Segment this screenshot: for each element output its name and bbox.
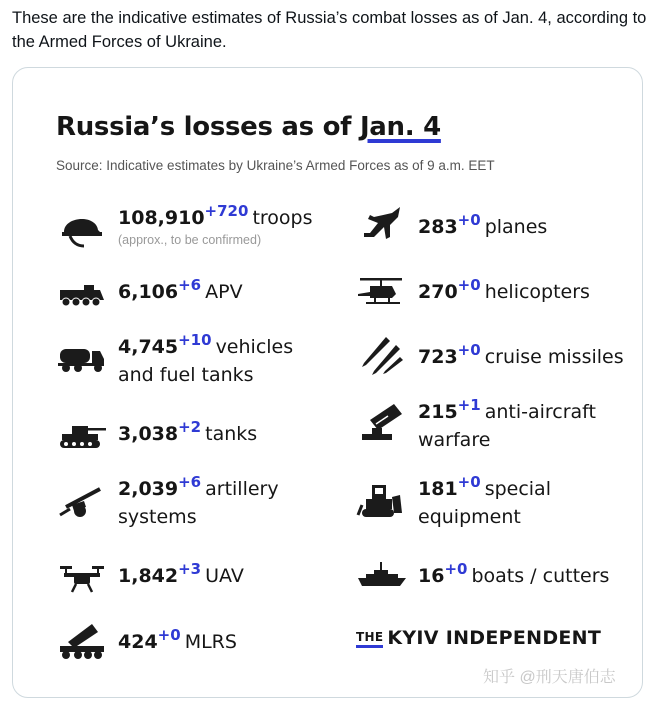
uav-label: UAV [205, 565, 244, 587]
source-note: Source: Indicative estimates by Ukraine’s Armed Forces as of 9 a.m. EET [56, 158, 495, 173]
card-title [56, 112, 441, 142]
tank-icon [56, 414, 108, 458]
vehicles-label-line2: and fuel tanks [118, 364, 254, 386]
tanks-label: tanks [205, 423, 258, 445]
mlrs-icon [56, 618, 108, 662]
plane-icon [356, 203, 408, 247]
anti-aircraft-number: 215 [418, 401, 458, 423]
anti-aircraft-label: anti-aircraft [484, 401, 596, 423]
apv-label: APV [205, 281, 243, 303]
kyiv-independent-logo [356, 627, 601, 649]
fuel-truck-icon [56, 337, 108, 381]
uav-delta: +3 [178, 560, 202, 578]
missiles-number: 723 [418, 346, 458, 368]
troops-note: (approx., to be confirmed) [118, 233, 262, 247]
helmet-icon [56, 206, 108, 250]
mlrs-number: 424 [118, 631, 158, 653]
boats-label: boats / cutters [471, 565, 610, 587]
anti-aircraft-icon [356, 400, 408, 444]
artillery-delta: +6 [178, 473, 202, 491]
boats-delta: +0 [444, 560, 468, 578]
apv-delta: +6 [178, 276, 202, 294]
special-delta: +0 [457, 473, 481, 491]
mlrs-delta: +0 [157, 626, 181, 644]
helicopter-icon [356, 270, 408, 314]
boat-icon [356, 554, 408, 598]
brand-the: THE [356, 630, 383, 648]
special-label-line2: equipment [418, 506, 521, 528]
bulldozer-icon [356, 479, 408, 523]
tanks-delta: +2 [178, 418, 202, 436]
boats-number: 16 [418, 565, 445, 587]
tweet-text: These are the indicative estimates of Russia’s combat losses as of Jan. 4, according to the Armed Forces of Ukraine. [12, 9, 647, 51]
apv-number: 6,106 [118, 281, 179, 303]
missile-icon [356, 333, 408, 377]
anti-aircraft-delta: +1 [457, 396, 481, 414]
title-main: Russia’s losses as of [56, 112, 360, 142]
apv-icon [56, 274, 108, 318]
artillery-label-line2: systems [118, 506, 197, 528]
helicopters-label: helicopters [484, 281, 590, 303]
artillery-icon [56, 479, 108, 523]
vehicles-number: 4,745 [118, 336, 179, 358]
artillery-number: 2,039 [118, 478, 179, 500]
special-number: 181 [418, 478, 458, 500]
planes-label: planes [484, 216, 548, 238]
drone-icon [56, 556, 108, 600]
troops-label: troops [252, 207, 313, 229]
special-label: special [484, 478, 551, 500]
missiles-delta: +0 [457, 341, 481, 359]
brand-name: KYIV INDEPENDENT [387, 627, 602, 649]
helicopters-number: 270 [418, 281, 458, 303]
troops-delta: +720 [204, 202, 249, 220]
planes-number: 283 [418, 216, 458, 238]
mlrs-label: MLRS [184, 631, 237, 653]
vehicles-label: vehicles [215, 336, 294, 358]
missiles-label: cruise missiles [484, 346, 624, 368]
troops-number: 108,910 [118, 207, 205, 229]
infographic-card[interactable] [12, 67, 643, 698]
watermark: 知乎 @刑天唐伯志 [483, 669, 616, 686]
title-date: Jan. 4 [359, 112, 441, 142]
helicopters-delta: +0 [457, 276, 481, 294]
tanks-number: 3,038 [118, 423, 179, 445]
planes-delta: +0 [457, 211, 481, 229]
artillery-label: artillery [205, 478, 279, 500]
vehicles-delta: +10 [178, 331, 212, 349]
anti-aircraft-label-line2: warfare [418, 429, 491, 451]
uav-number: 1,842 [118, 565, 179, 587]
